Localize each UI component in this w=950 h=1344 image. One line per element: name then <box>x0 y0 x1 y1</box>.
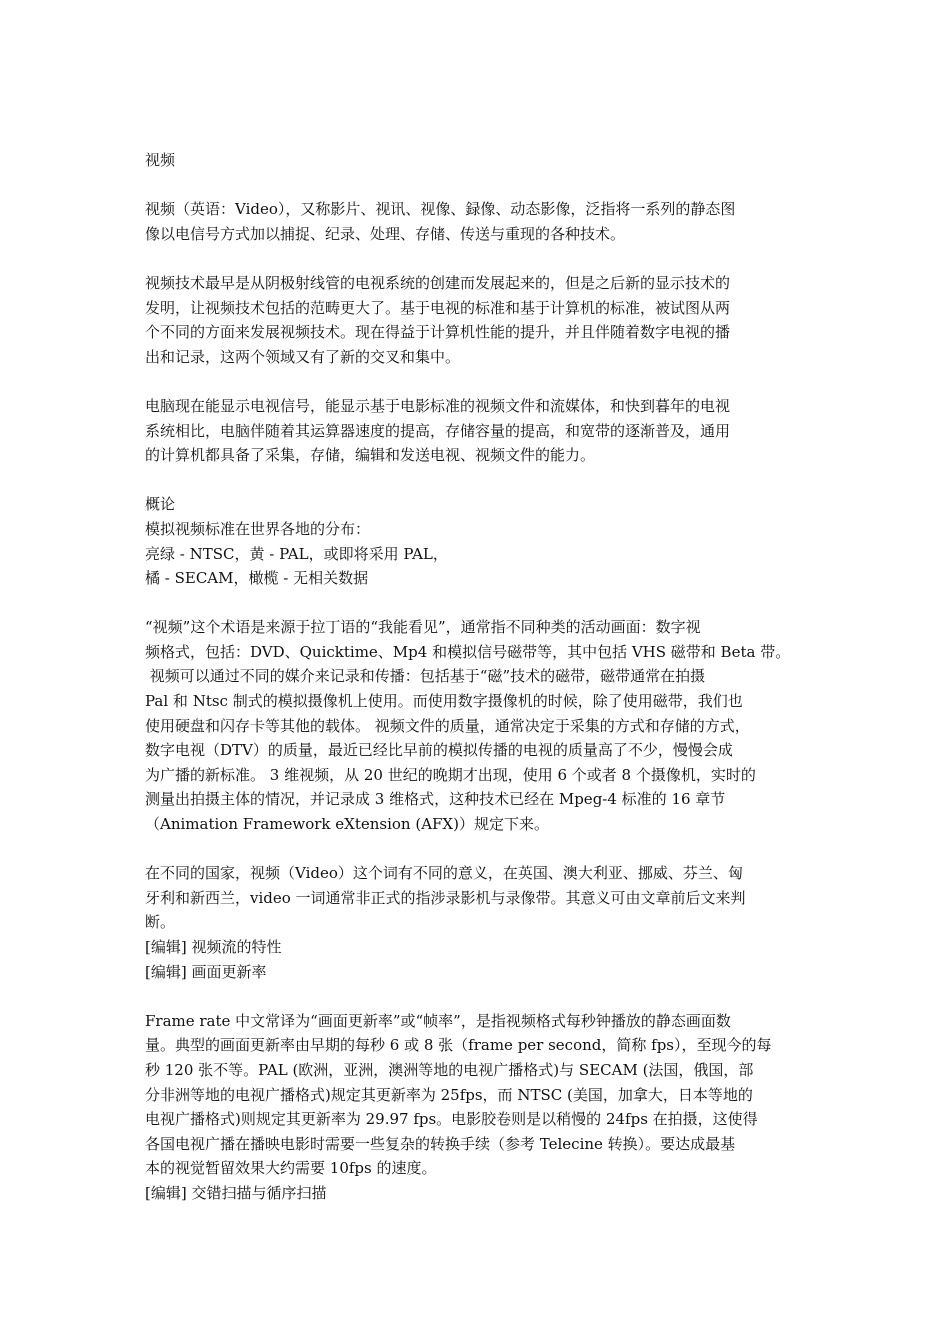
text-line: 分非洲等地的电视广播格式)规定其更新率为 25fps，而 NTSC (美国，加拿大，日本等地的 <box>145 1085 753 1104</box>
text-line: 测量出拍摄主体的情况，并记录成 3 维格式，这种技术已经在 Mpeg-4 标准的 16 章节 <box>145 790 726 809</box>
text-line: 本的视觉暂留效果大约需要 10fps 的速度。 <box>145 1159 437 1178</box>
text-line: “视频”这个术语是来源于拉丁语的“我能看见”，通常指不同种类的活动画面：数字视 <box>145 618 701 637</box>
text-line: 模拟视频标准在世界各地的分布： <box>145 519 371 538</box>
text-line: （Animation Framework eXtension (AFX)）规定下来。 <box>145 815 549 834</box>
text-line: 像以电信号方式加以捕捉、纪录、处理、存储、传送与重现的各种技术。 <box>145 224 626 243</box>
paragraph <box>145 197 815 246</box>
text-line: 亮绿 - NTSC，黄 - PAL，或即将采用 PAL， <box>145 544 448 563</box>
paragraph <box>145 394 815 468</box>
text-line: 秒 120 张不等。PAL (欧洲，亚洲，澳洲等地的电视广播格式)与 SECAM (法国，俄国，部 <box>145 1060 754 1079</box>
text-line: 发明，让视频技术包括的范畴更大了。基于电视的标准和基于计算机的标准，被试图从两 <box>145 298 731 317</box>
paragraph <box>145 1009 815 1206</box>
text-line: 电脑现在能显示电视信号，能显示基于电影标准的视频文件和流媒体，和快到暮年的电视 <box>145 396 731 415</box>
document-page <box>145 148 815 1230</box>
text-line: 视频可以通过不同的媒介来记录和传播：包括基于“磁”技术的磁带，磁带通常在拍摄 <box>145 667 706 686</box>
text-line: 牙利和新西兰，video 一词通常非正式的指涉录影机与录像带。其意义可由文章前后文来判 <box>145 888 746 907</box>
text-line: Frame rate 中文常译为“画面更新率”或“帧率”，是指视频格式每秒钟播放的静态画面数 <box>145 1011 731 1030</box>
text-line: 各国电视广播在播映电影时需要一些复杂的转换手续（参考 Telecine 转换）。要达成最基 <box>145 1134 736 1153</box>
text-line: 出和记录，这两个领域又有了新的交叉和集中。 <box>145 347 461 366</box>
text-line: Pal 和 Ntsc 制式的模拟摄像机上使用。而使用数字摄像机的时候，除了使用磁带，我们也 <box>145 692 743 711</box>
text-line: 个不同的方面来发展视频技术。现在得益于计算机性能的提升，并且伴随着数字电视的播 <box>145 323 731 342</box>
text-line: 在不同的国家，视频（Video）这个词有不同的意义，在英国、澳大利亚、挪威、芬兰、匈 <box>145 864 743 883</box>
text-line: 概论 <box>145 495 176 514</box>
text-line: 断。 <box>145 913 176 932</box>
paragraph <box>145 615 815 836</box>
text-line: [编辑] 视频流的特性 <box>145 938 282 956</box>
paragraph <box>145 861 815 984</box>
text-line: 为广播的新标准。 3 维视频，从 20 世纪的晚期才出现，使用 6 个或者 8 个摄像机，实时的 <box>145 765 756 784</box>
document-title: 视频 <box>145 151 176 169</box>
paragraph <box>145 492 815 590</box>
text-line: [编辑] 交错扫描与循序扫描 <box>145 1183 327 1202</box>
document-body <box>145 197 815 1205</box>
text-line: 系统相比，电脑伴随着其运算器速度的提高，存储容量的提高，和宽带的逐渐普及，通用 <box>145 421 731 440</box>
text-line: 电视广播格式)则规定其更新率为 29.97 fps。电影胶卷则是以稍慢的 24fps 在拍摄，这使得 <box>145 1110 758 1129</box>
text-line: 视频技术最早是从阴极射线管的电视系统的创建而发展起来的，但是之后新的显示技术的 <box>145 273 731 292</box>
text-line: 频格式，包括：DVD、Quicktime、Mp4 和模拟信号磁带等，其中包括 VHS 磁带和 Beta 带。 <box>145 642 791 661</box>
text-line: 量。典型的画面更新率由早期的每秒 6 或 8 张（frame per second，简称 fps），至现今的每 <box>145 1036 772 1055</box>
text-line: 的计算机都具备了采集，存储，编辑和发送电视、视频文件的能力。 <box>145 446 596 465</box>
text-line: [编辑] 画面更新率 <box>145 962 267 981</box>
text-line: 橘 - SECAM，橄榄 - 无相关数据 <box>145 569 369 588</box>
text-line: 使用硬盘和闪存卡等其他的载体。 视频文件的质量，通常决定于采集的方式和存储的方式， <box>145 716 750 735</box>
text-line: 视频（英语：Video），又称影片、视讯、视像、録像、动态影像，泛指将一系列的静态图 <box>145 200 736 219</box>
paragraph <box>145 271 815 369</box>
text-line: 数字电视（DTV）的质量，最近已经比早前的模拟传播的电视的质量高了不少，慢慢会成 <box>145 741 733 760</box>
